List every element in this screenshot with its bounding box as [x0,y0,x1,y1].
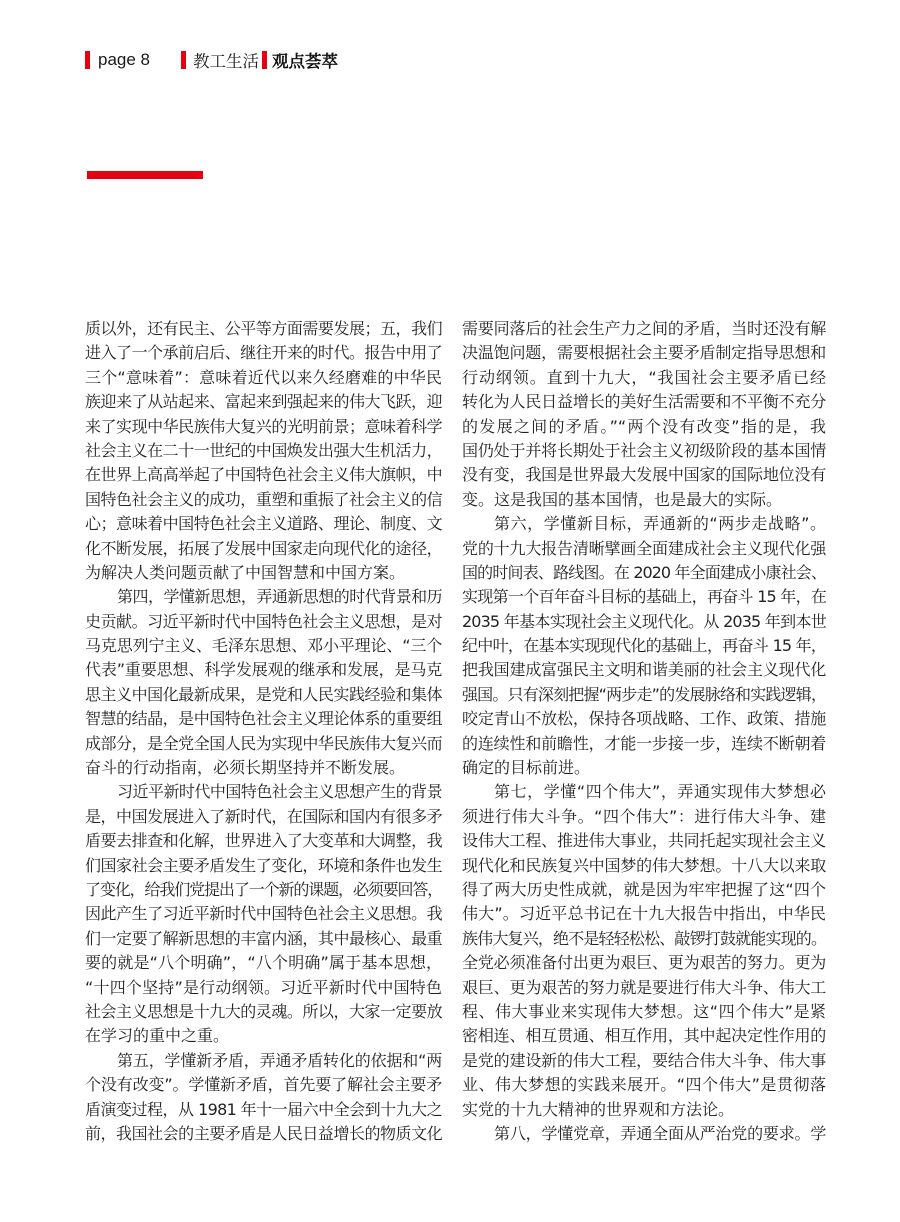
paragraph [85,1049,442,1147]
text-line: 族迎来了从站起来、富起来到强起来的伟大飞跃，迎 [85,392,442,412]
text-line: 在世界上高高举起了中国特色社会主义伟大旗帜，中 [85,465,442,485]
text-line: 来了实现中华民族伟大复兴的光明前景；意味着科学 [85,416,442,436]
paragraph [462,1122,826,1146]
text-line: 确定的目标前进。 [462,758,591,778]
text-line: 须进行伟大斗争。“四个伟大”：进行伟大斗争、建 [462,806,826,826]
text-line: 个没有改变”。学懂新矛盾，首先要了解社会主要矛 [85,1075,442,1095]
section-rule [87,171,203,179]
text-line: 第七，学懂“四个伟大”，弄通实现伟大梦想必 [494,782,826,802]
paragraph [462,317,826,512]
text-line: 要的就是“八个明确”，“八个明确”属于基本思想， [85,953,442,973]
text-line: 智慧的结晶，是中国特色社会主义理论体系的重要组 [85,709,442,729]
text-line: 伟大”。习近平总书记在十九大报告中指出，中华民 [462,904,826,924]
text-line: 国特色社会主义的成功，重塑和重振了社会主义的信 [85,489,442,509]
text-line: 前，我国社会的主要矛盾是人民日益增长的物质文化 [85,1123,442,1143]
text-line: 程、伟大事业来实现伟大梦想。这“四个伟大”是紧 [462,1001,826,1021]
text-line: 纪中叶，在基本实现现代化的基础上，再奋斗 15 年， [462,636,826,656]
text-line: 盾演变过程，从 1981 年十一届六中全会到十九大之 [85,1099,442,1119]
page-number-label: page 8 [98,50,150,69]
column-title: 观点荟萃 [272,52,338,71]
text-line: 的连续性和前瞻性，才能一步接一步，连续不断朝着 [462,733,826,753]
text-line: 族伟大复兴，绝不是轻轻松松、敲锣打鼓就能实现的。 [462,928,826,948]
text-line: 代表”重要思想、科学发展观的继承和发展，是马克 [85,660,442,680]
text-line: 转化为人民日益增长的美好生活需要和不平衡不充分 [462,392,826,412]
text-line: 为解决人类问题贡献了中国智慧和中国方案。 [85,562,406,582]
text-line: 第五，学懂新矛盾，弄通矛盾转化的依据和“两 [117,1050,442,1070]
text-column-right [462,317,826,1146]
paragraph [462,512,826,780]
text-line: 因此产生了习近平新时代中国特色社会主义思想。我 [85,904,442,924]
text-line: 艰巨、更为艰苦的努力就是要进行伟大斗争、伟大工 [462,977,826,997]
text-line: 进入了一个承前启后、继往开来的时代。报告中用了 [85,343,442,363]
text-line: 三个“意味着”：意味着近代以来久经磨难的中华民 [85,367,442,387]
text-line: 咬定青山不放松，保持各项战略、工作、政策、措施 [462,709,826,729]
text-line: 党的十九大报告清晰擘画全面建成社会主义现代化强 [462,538,826,558]
text-line: 思主义中国化最新成果，是党和人民实践经验和集体 [85,684,442,704]
text-line: 社会主义思想是十九大的灵魂。所以，大家一定要放 [85,1001,442,1021]
text-line: 成部分，是全党全国人民为实现中华民族伟大复兴而 [85,733,442,753]
text-line: 了变化，给我们党提出了一个新的课题，必须要回答， [85,879,442,899]
text-line: 史贡献。习近平新时代中国特色社会主义思想，是对 [85,611,442,631]
header-accent-bar-icon [262,51,267,69]
text-line: 实现第一个百年奋斗目标的基础上，再奋斗 15 年，在 [462,587,826,607]
paragraph [85,780,442,1048]
text-line: 们一定要了解新思想的丰富内涵，其中最核心、最重 [85,928,442,948]
text-line: 盾要去排查和化解，世界进入了大变革和大调整，我 [85,831,442,851]
text-line: 第八，学懂党章，弄通全面从严治党的要求。学 [494,1123,826,1143]
header-accent-bar-icon [181,51,186,69]
text-line: 国仍处于并将长期处于社会主义初级阶段的基本国情 [462,440,826,460]
text-line: 第六，学懂新目标，弄通新的“两步走战略”。 [494,514,826,534]
paragraph [462,780,826,1121]
text-line: 习近平新时代中国特色社会主义思想产生的背景 [117,782,442,802]
text-line: 是党的建设新的伟大工程，要结合伟大斗争、伟大事 [462,1050,826,1070]
text-line: 是，中国发展进入了新时代，在国际和国内有很多矛 [85,806,442,826]
text-line: 得了两大历史性成就，就是因为牢牢把握了这“四个 [462,879,826,899]
text-line: 把我国建成富强民主文明和谐美丽的社会主义现代化 [462,660,826,680]
text-line: 没有变，我国是世界最大发展中国家的国际地位没有 [462,465,826,485]
text-line: 强国。只有深刻把握“两步走”的发展脉络和实践逻辑， [462,684,826,704]
text-line: 行动纲领。直到十九大，“我国社会主要矛盾已经 [462,367,826,387]
page-header [85,49,338,71]
text-line: 马克思列宁主义、毛泽东思想、邓小平理论、“三个 [85,636,442,656]
text-line: 全党必须准备付出更为艰巨、更为艰苦的努力。更为 [462,953,826,973]
text-line: 奋斗的行动指南，必须长期坚持并不断发展。 [85,758,406,778]
text-column-left [85,317,442,1146]
text-line: 社会主义在二十一世纪的中国焕发出强大生机活力， [85,440,442,460]
text-line: 实党的十九大精神的世界观和方法论。 [462,1099,735,1119]
paragraph [85,585,442,780]
text-line: 第四，学懂新思想，弄通新思想的时代背景和历 [117,587,442,607]
text-line: 2035 年基本实现社会主义现代化。从 2035 年到本世 [462,611,826,631]
text-line: 国的时间表、路线图。在 2020 年全面建成小康社会、 [462,562,826,582]
text-line: “十四个坚持”是行动纲领。习近平新时代中国特色 [85,977,442,997]
text-line: 的发展之间的矛盾。”“两个没有改变”指的是，我 [462,416,826,436]
text-line: 决温饱问题，需要根据社会主要矛盾制定指导思想和 [462,343,826,363]
text-line: 现代化和民族复兴中国梦的伟大梦想。十八大以来取 [462,855,826,875]
section-name: 教工生活 [193,52,259,71]
text-line: 心；意味着中国特色社会主义道路、理论、制度、文 [85,514,442,534]
text-line: 密相连、相互贯通、相互作用，其中起决定性作用的 [462,1026,826,1046]
text-line: 们国家社会主要矛盾发生了变化，环境和条件也发生 [85,855,442,875]
text-line: 设伟大工程、推进伟大事业，共同托起实现社会主义 [462,831,826,851]
text-line: 变。这是我国的基本国情，也是最大的实际。 [462,489,783,509]
text-line: 需要同落后的社会生产力之间的矛盾，当时还没有解 [462,319,826,338]
text-line: 化不断发展，拓展了发展中国家走向现代化的途径， [85,538,442,558]
header-accent-bar-icon [85,51,90,69]
text-line: 在学习的重中之重。 [85,1026,230,1046]
paragraph [85,317,442,585]
text-line: 质以外，还有民主、公平等方面需要发展；五，我们 [85,319,442,338]
text-line: 业、伟大梦想的实践来展开。“四个伟大”是贯彻落 [462,1075,826,1095]
